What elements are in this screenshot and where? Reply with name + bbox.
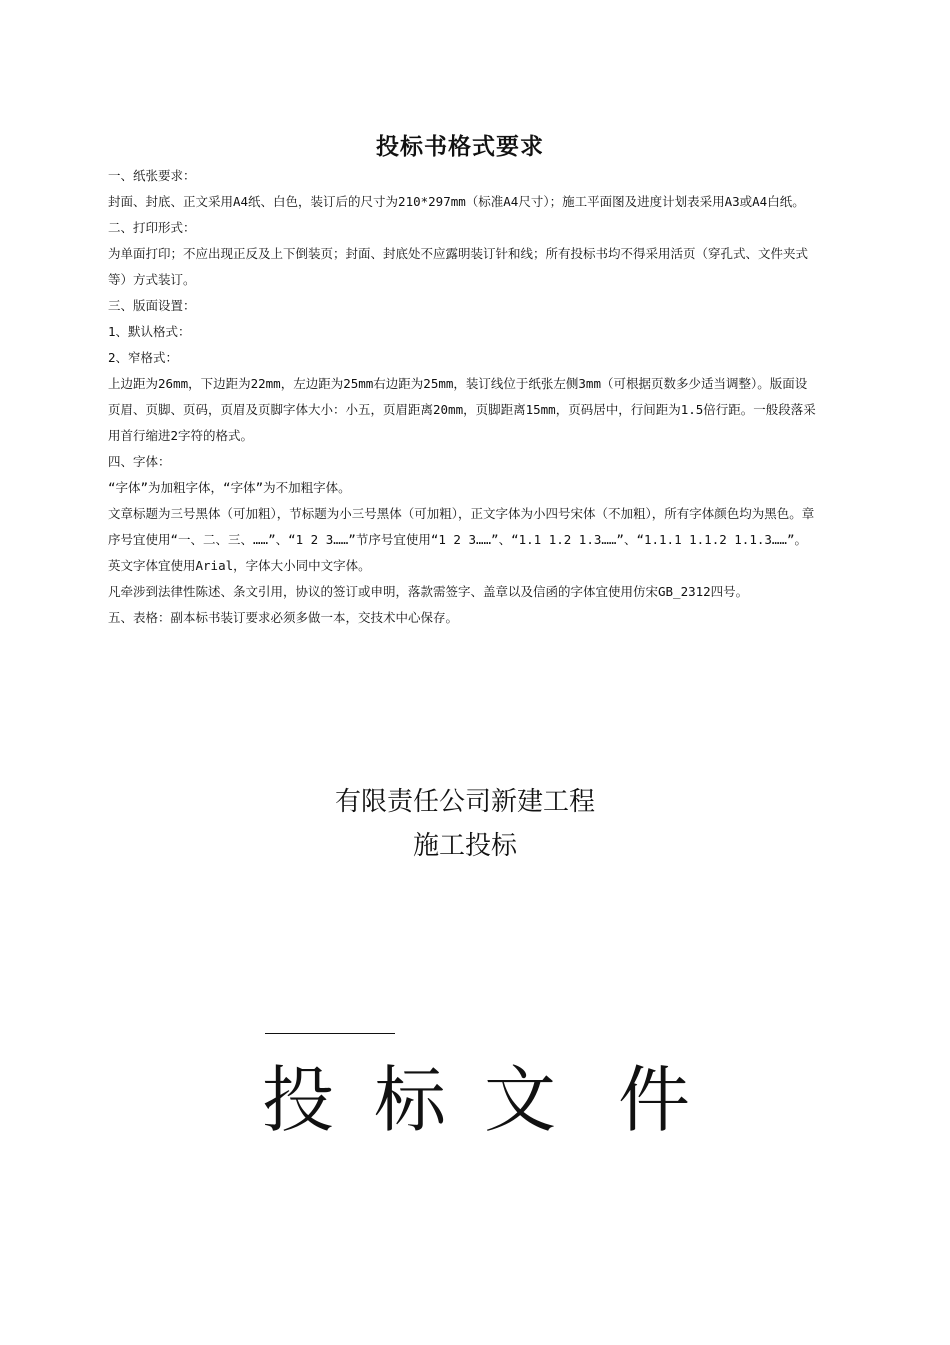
big-title-char-4: 件 (618, 1058, 691, 1142)
paragraph-section-1-heading: 一、纸张要求： (108, 168, 196, 183)
cover-heading (0, 780, 930, 868)
big-title-char-3: 文 (484, 1058, 557, 1142)
paragraph-margins: 上边距为26mm，下边距为22mm，左边距为25mm右边距为25mm，装订线位于纸张左侧3mm（可根据页数多少适当调整）。版面设页眉、页脚、页码，页眉及页脚字体大小：小五，页眉距离20mm，页脚距离15mm，页码居中，行间距为1.5倍行距。一般段落采用首行缩进2字符的格式。 (108, 376, 816, 443)
company-line: 有限责任公司新建工程 (334, 787, 595, 817)
paragraph-legal-font: 凡牵涉到法律性陈述、条文引用，协议的签订或申明，落款需签字、盖章以及信函的字体宜使用仿宋GB_2312四号。 (108, 584, 749, 599)
big-title-char-2: 标 (374, 1058, 447, 1142)
document-body (108, 163, 818, 631)
paragraph-section-2-heading: 二、打印形式： (108, 220, 196, 235)
page-title: 投标书格式要求 (376, 134, 544, 160)
paragraph-section-4-heading: 四、字体： (108, 454, 171, 469)
paragraph-section-5-table: 五、表格：副本标书装订要求必须多做一本，交技术中心保存。 (108, 610, 459, 625)
blank-underline (265, 1033, 395, 1034)
big-title-char-1: 投 (262, 1058, 335, 1142)
paragraph-font-bold-note: “字体”为加粗字体，“字体”为不加粗字体。 (108, 480, 351, 495)
cover-big-title (262, 1052, 732, 1148)
paragraph-paper-requirements: 封面、封底、正文采用A4纸、白色，装订后的尺寸为210*297mm（标准A4尺寸）；施工平面图及进度计划表采用A3或A4白纸。 (108, 194, 805, 209)
paragraph-narrow-format: 2、窄格式： (108, 350, 179, 365)
paragraph-print-format: 为单面打印；不应出现正反及上下倒装页；封面、封底处不应露明装订针和线；所有投标书均不得采用活页（穿孔式、文件夹式等）方式装订。 (108, 246, 809, 287)
paragraph-section-3-heading: 三、版面设置： (108, 298, 196, 313)
paragraph-default-format: 1、默认格式： (108, 324, 191, 339)
paragraph-english-font: 英文字体宜使用Arial，字体大小同中文字体。 (108, 558, 371, 573)
project-line: 施工投标 (412, 831, 517, 861)
paragraph-font-rules: 文章标题为三号黑体（可加粗），节标题为小三号黑体（可加粗），正文字体为小四号宋体（不加粗），所有字体颜色均为黑色。章序号宜使用“一、二、三、……”、“1 2 3……”节序号宜使用“1 2 3……”、“1.1 1.2 1.3……”、“1.1.1 1.1.2 1.1.3……”。 (108, 506, 815, 547)
